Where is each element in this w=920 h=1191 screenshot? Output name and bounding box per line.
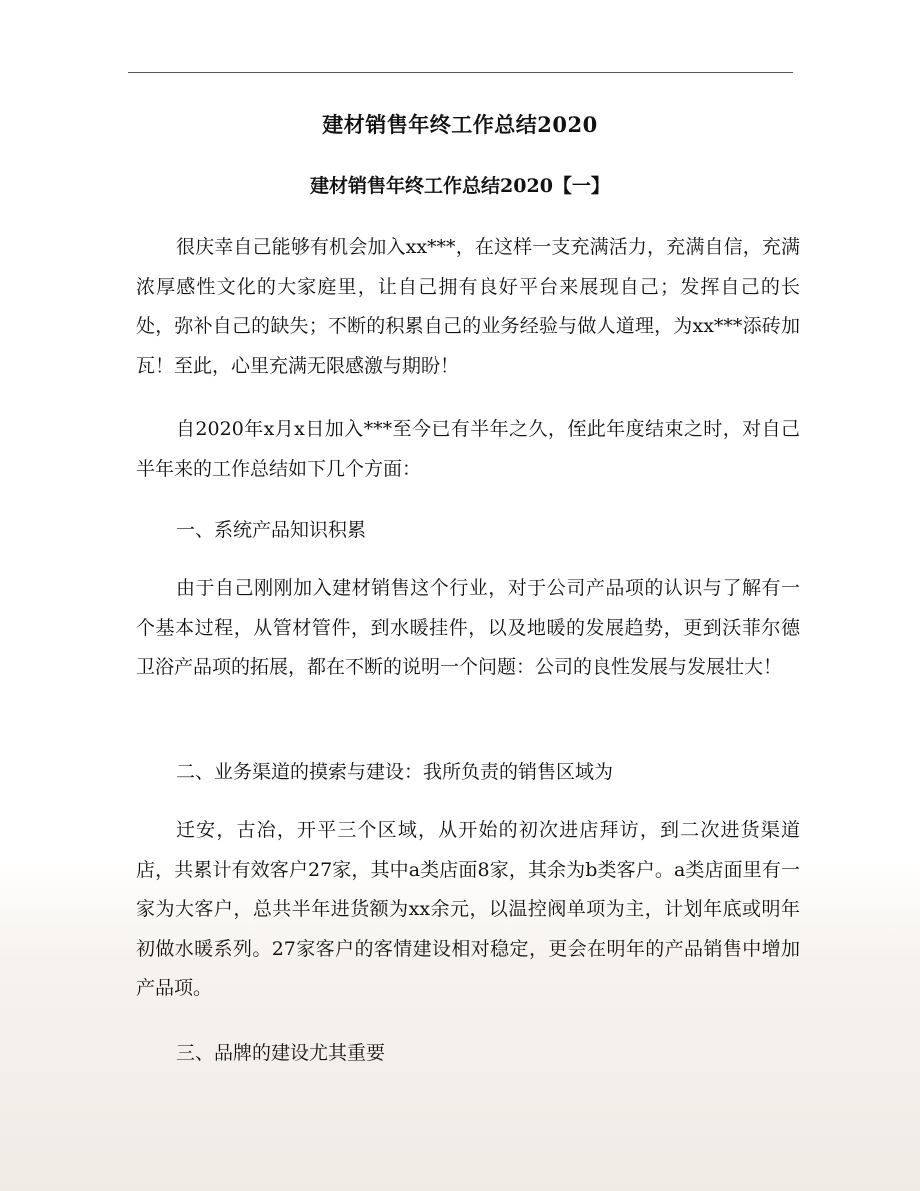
section-heading-1: 一、系统产品知识积累 <box>176 519 367 541</box>
header-rule <box>128 72 793 73</box>
section-body-1: 由于自己刚刚加入建材销售这个行业，对于公司产品项的认识与了解有一个基本过程，从管材管件，到水暖挂件，以及地暖的发展趋势，更到沃菲尔德卫浴产品项的拓展，都在不断的说明一个问题：公司的良性发展与发展壮大！ <box>136 577 800 678</box>
paragraph-intro: 很庆幸自己能够有机会加入xx***，在这样一支充满活力，充满自信，充满浓厚感性文化的大家庭里，让自己拥有良好平台来展现自己；发挥自己的长处，弥补自己的缺失；不断的积累自己的业务经验与做人道理，为xx***添砖加瓦！至此，心里充满无限感激与期盼！ <box>136 236 800 377</box>
paragraph-since: 自2020年x月x日加入***至今已有半年之久，侄此年度结束之时，对自己半年来的工作总结如下几个方面： <box>136 418 800 480</box>
document-subtitle: 建材销售年终工作总结2020【一】 <box>310 175 610 197</box>
section-body-2: 迁安，古冶，开平三个区域，从开始的初次进店拜访，到二次进货渠道店，共累计有效客户27家，其中a类店面8家，其余为b类客户。a类店面里有一家为大客户，总共半年进货额为xx余元，以温控阀单项为主，计划年底或明年初做水暖系列。27家客户的客情建设相对稳定，更会在明年的产品销售中增加产品项。 <box>136 819 800 999</box>
section-heading-3: 三、品牌的建设尤其重要 <box>176 1042 386 1064</box>
document-title: 建材销售年终工作总结2020 <box>322 112 598 137</box>
section-heading-2: 二、业务渠道的摸索与建设：我所负责的销售区域为 <box>176 761 614 783</box>
